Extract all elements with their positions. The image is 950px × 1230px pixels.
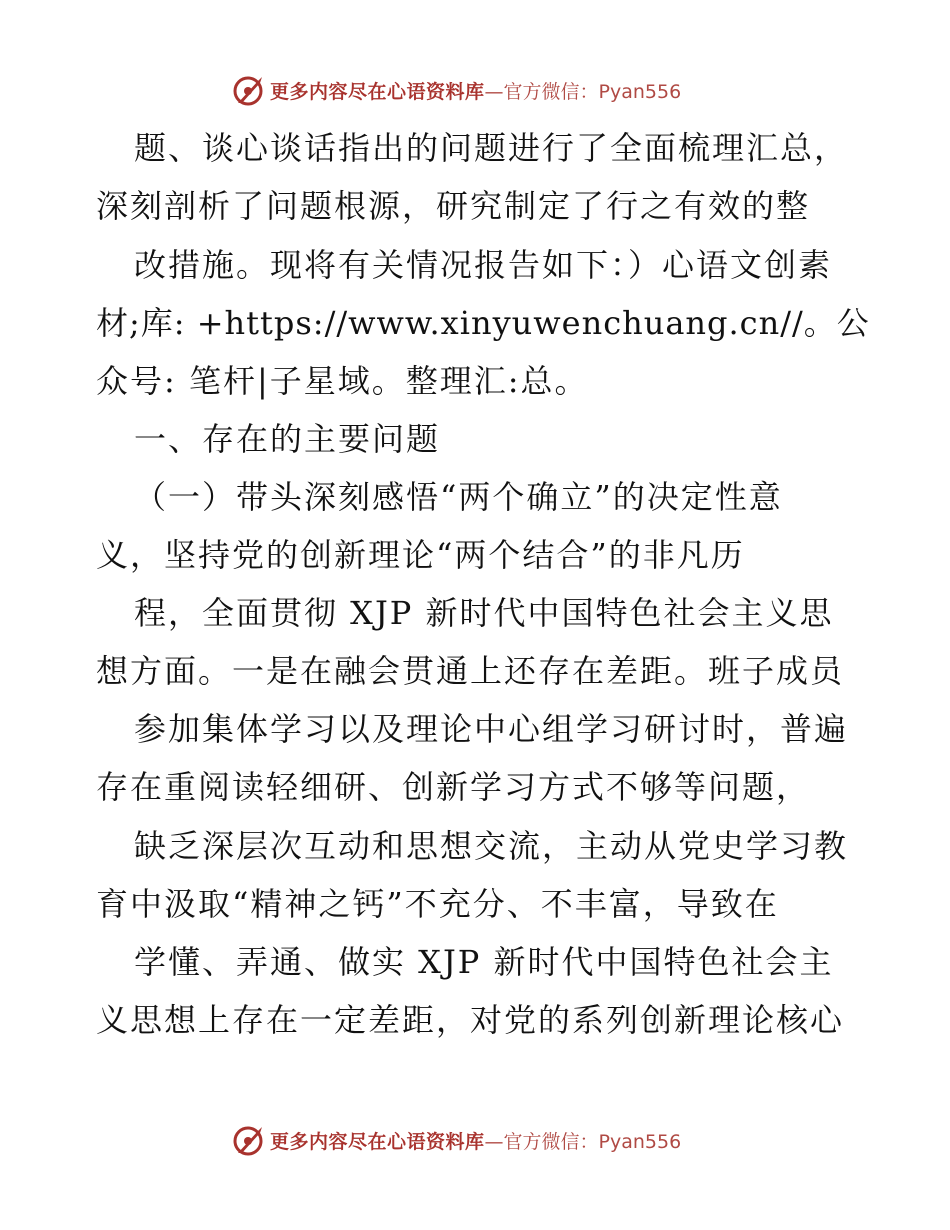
text-line: 众号: 笔杆|子星域。整理汇:总。 xyxy=(96,362,589,400)
watermark-tail-text: —官方微信：Pyan556 xyxy=(484,80,682,103)
watermark-lead-text: 更多内容尽在心语资料库 xyxy=(270,80,485,103)
text-line: 学懂、弄通、做实 XJP 新时代中国特色社会主 xyxy=(134,943,834,981)
watermark-lead-text: 更多内容尽在心语资料库 xyxy=(270,1130,485,1153)
text-line: 改措施。现将有关情况报告如下：）心语文创素 xyxy=(134,246,833,284)
text-line: 材;库: +https://www.xinyuwenchuang.cn//。公 xyxy=(96,304,870,342)
text-line: 想方面。一是在融会贯通上还存在差距。班子成员 xyxy=(96,652,845,690)
text-line: 育中汲取“精神之钙”不充分、不丰富，导致在 xyxy=(96,885,779,923)
text-line: 题、谈心谈话指出的问题进行了全面梳理汇总， xyxy=(134,129,849,167)
text-line: 缺乏深层次互动和思想交流，主动从党史学习教 xyxy=(134,827,849,865)
text-line: 义，坚持党的创新理论“两个结合”的非凡历 xyxy=(96,536,745,574)
text-line: 程，全面贯彻 XJP 新时代中国特色社会主义思 xyxy=(134,594,834,632)
text-line: 存在重阅读轻细研、创新学习方式不够等问题， xyxy=(96,768,811,806)
text-line: 深刻剖析了问题根源，研究制定了行之有效的整 xyxy=(96,187,811,225)
watermark-tail-text: —官方微信：Pyan556 xyxy=(484,1130,682,1153)
footer-watermark xyxy=(232,1122,681,1158)
section-heading: 一、存在的主要问题 xyxy=(134,420,441,458)
quill-pen-logo-icon xyxy=(232,1123,266,1157)
text-line: 参加集体学习以及理论中心组学习研讨时，普遍 xyxy=(134,710,849,748)
text-line: 义思想上存在一定差距，对党的系列创新理论核心 xyxy=(96,1001,845,1039)
subsection-heading: （一）带头深刻感悟“两个确立”的决定性意 xyxy=(134,478,783,516)
